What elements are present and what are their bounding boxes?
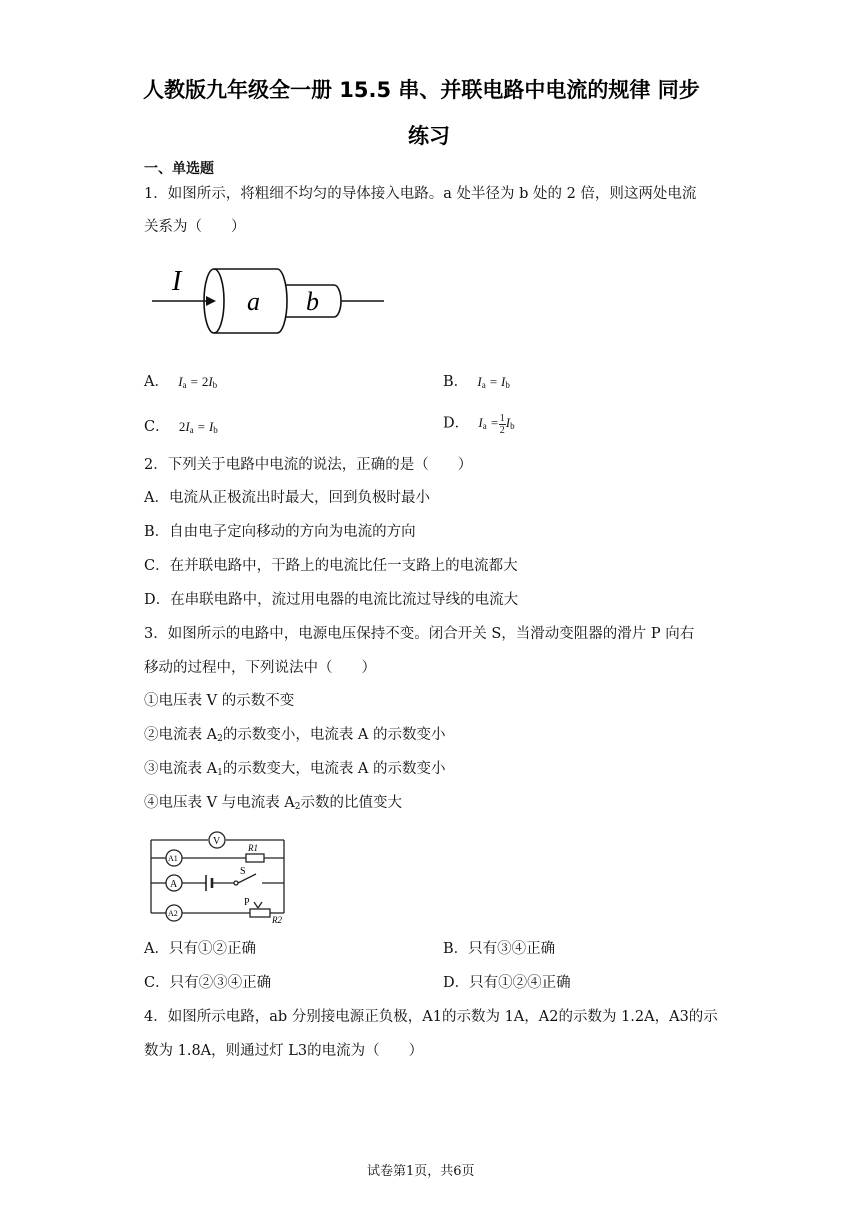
q1-option-a: A． $I_a = 2I_b$	[144, 374, 218, 390]
q1-current-arrow	[206, 296, 216, 306]
q3-label-r1: R1	[248, 843, 258, 853]
q3-option-b: B．只有③④正确	[443, 941, 556, 957]
q3-option-c: C．只有②③④正确	[144, 975, 272, 991]
q1-fraction-half: $\frac{1}{2}$	[499, 413, 505, 436]
q1-cylinder-a-end	[277, 269, 287, 333]
q2-option-d: D．在串联电路中，流过用电器的电流比流过导线的电流大	[144, 592, 519, 608]
q3-label-s: S	[240, 866, 246, 877]
q1-conductor-figure	[148, 258, 388, 342]
q3-statement-4: ④电压表 V 与电流表 $A_2$示数的比值变大	[144, 795, 403, 812]
q4-stem-line2: 数为 1.8A，则通过灯 L3的电流为（ ）	[144, 1043, 424, 1059]
q1-label-b: b	[306, 287, 319, 316]
q2-stem: 2．下列关于电路中电流的说法，正确的是（ ）	[144, 457, 473, 473]
q1-stem-line2: 关系为（ ）	[144, 219, 246, 235]
q3-stem-line2: 移动的过程中，下列说法中（ ）	[144, 660, 376, 676]
q1-label-I: I	[172, 266, 182, 297]
q1-option-c: C． $2I_a = I_b$	[144, 419, 218, 435]
q1-stem-line1: 1．如图所示，将粗细不均匀的导体接入电路。a 处半径为 b 处的 2 倍，则这两处电流	[144, 186, 697, 202]
q3-option-a: A．只有①②正确	[144, 941, 256, 957]
q4-stem-line1: 4．如图所示电路，ab 分别接电源正负极，A1的示数为 1A，A2的示数为 1.2A，A3的示	[144, 1009, 718, 1025]
q3-label-a2: A2	[168, 909, 178, 918]
q1-option-d: D． $I_a$ = $\frac{1}{2}$ $I_b$	[443, 413, 515, 436]
q3-circuit-diagram	[146, 828, 306, 924]
q3-statement-1: ①电压表 V 的示数不变	[144, 693, 295, 709]
section-heading: 一、单选题	[144, 161, 214, 177]
q3-label-v: V	[213, 836, 221, 847]
q2-option-a: A．电流从正极流出时最大，回到负极时最小	[144, 490, 430, 506]
q3-label-r2: R2	[272, 915, 282, 924]
q3-stem-line1: 3．如图所示的电路中，电源电压保持不变。闭合开关 S，当滑动变阻器的滑片 P 向右	[144, 626, 695, 642]
page-title-line1: 人教版九年级全一册 15.5 串、并联电路中电流的规律 同步	[143, 78, 700, 102]
q1-option-b: B． $I_a = I_b$	[443, 374, 510, 390]
q3-label-a1: A1	[168, 854, 178, 863]
q3-statement-2: ②电流表 $A_2$的示数变小，电流表 A 的示数变小	[144, 727, 446, 744]
page-footer: 试卷第1页，共6页	[367, 1164, 475, 1179]
q2-option-c: C．在并联电路中，干路上的电流比任一支路上的电流都大	[144, 558, 518, 574]
page-title-line2: 练习	[408, 124, 450, 148]
q3-option-d: D．只有①②④正确	[443, 975, 571, 991]
q2-option-b: B．自由电子定向移动的方向为电流的方向	[144, 524, 416, 540]
q1-cylinder-b-end	[334, 285, 341, 317]
q3-statement-3: ③电流表 $A_1$的示数变大，电流表 A 的示数变小	[144, 761, 446, 778]
q1-label-a: a	[247, 287, 260, 316]
q3-label-p: P	[244, 897, 250, 908]
q3-label-a: A	[170, 879, 178, 890]
